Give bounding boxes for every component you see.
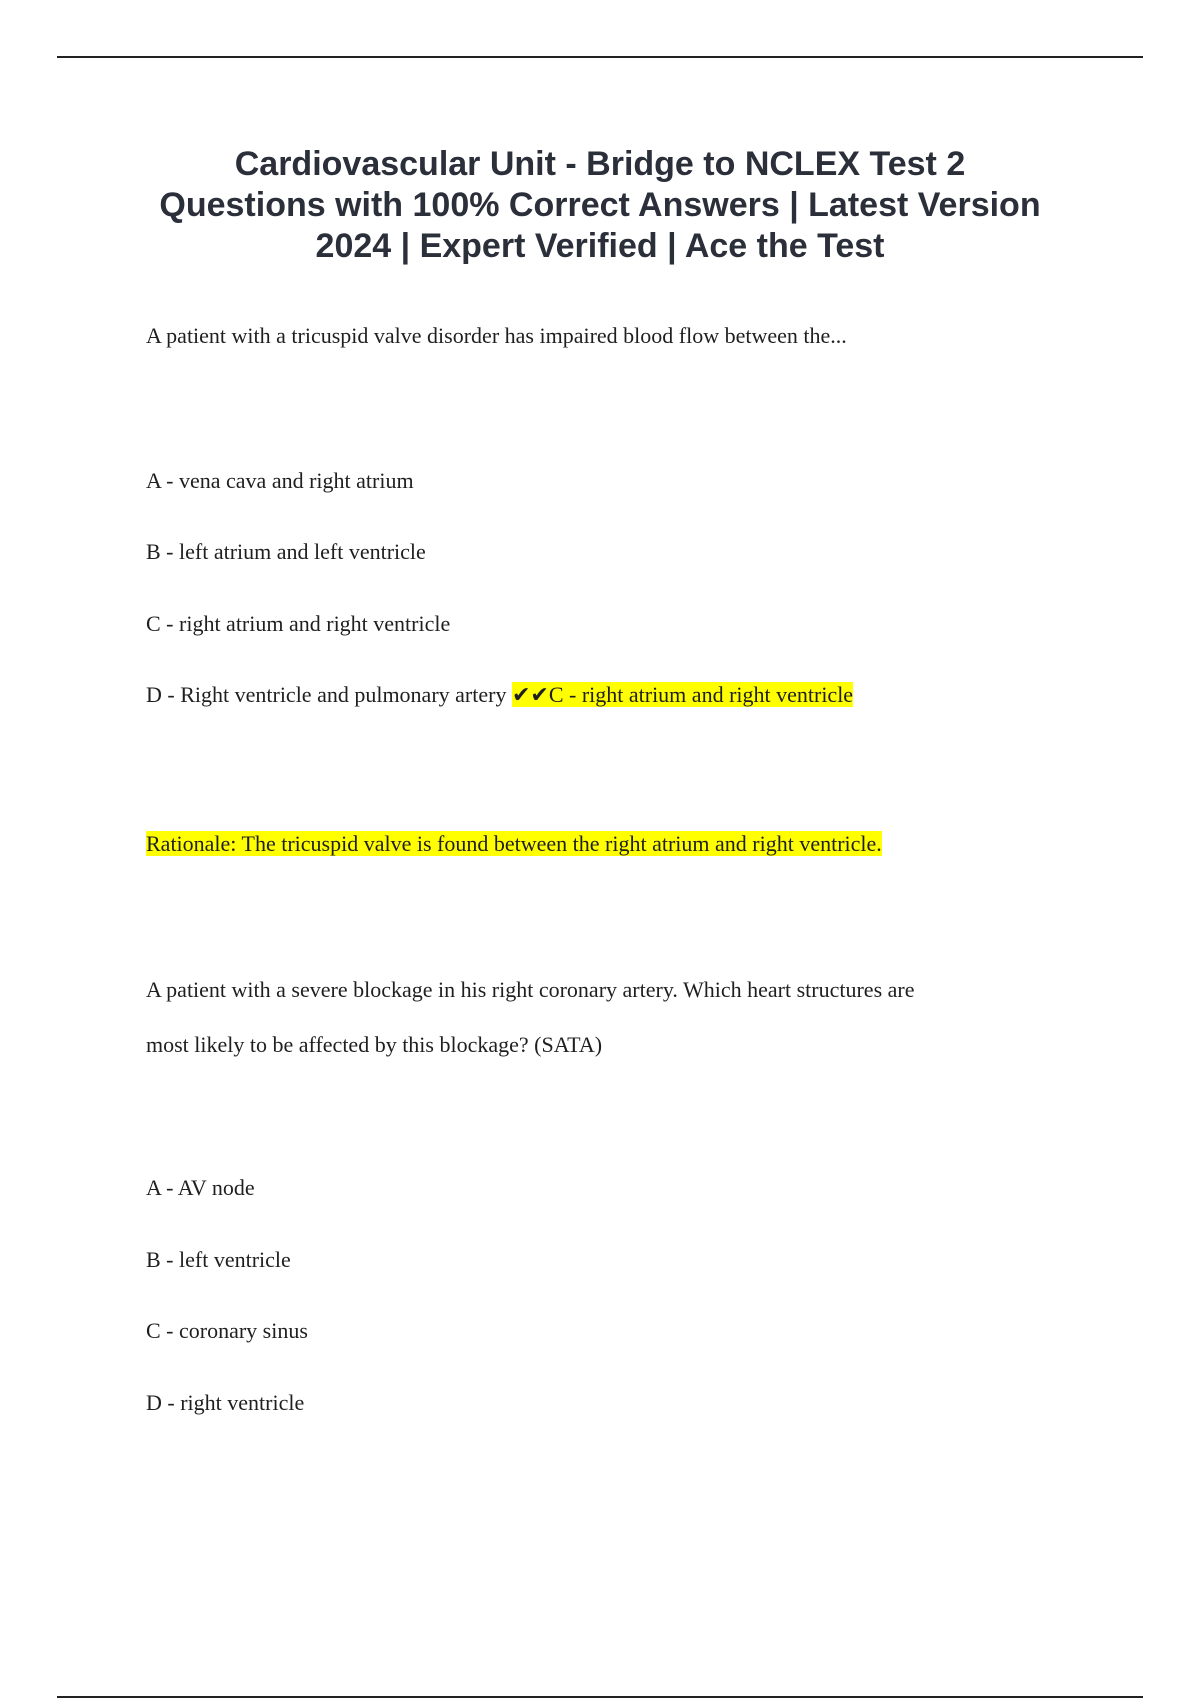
question-stem-line-2: most likely to be affected by this blockage? (SATA) [146, 1032, 603, 1057]
answer-option-a: A - AV node [146, 1175, 255, 1200]
answer-option-c: C - coronary sinus [146, 1318, 308, 1343]
document-title: Cardiovascular Unit - Bridge to NCLEX Test 2 Questions with 100% Correct Answers | Latest Version 2024 | Expert Verified | Ace the Test [159, 145, 1041, 265]
header-rule [57, 56, 1143, 58]
rationale-row [146, 830, 882, 858]
answer-option-b: B - left atrium and left ventricle [146, 539, 426, 564]
correct-answer-highlight: ✔✔C - right atrium and right ventricle [511, 682, 854, 707]
question-stem-line-1: A patient with a severe blockage in his right coronary artery. Which heart structures are [146, 977, 915, 1002]
answer-option-a: A - vena cava and right atrium [146, 468, 414, 493]
question-stem: A patient with a tricuspid valve disorder has impaired blood flow between the... [146, 323, 847, 348]
rationale-highlight: Rationale: The tricuspid valve is found between the right atrium and right ventricle. [146, 831, 882, 856]
footer-rule [57, 1696, 1143, 1698]
answer-option-d-row [146, 681, 853, 709]
answer-option-c: C - right atrium and right ventricle [146, 611, 451, 636]
answer-option-b: B - left ventricle [146, 1247, 291, 1272]
answer-option-d: D - right ventricle [146, 1390, 305, 1415]
answer-option-d: D - Right ventricle and pulmonary artery [146, 682, 507, 707]
